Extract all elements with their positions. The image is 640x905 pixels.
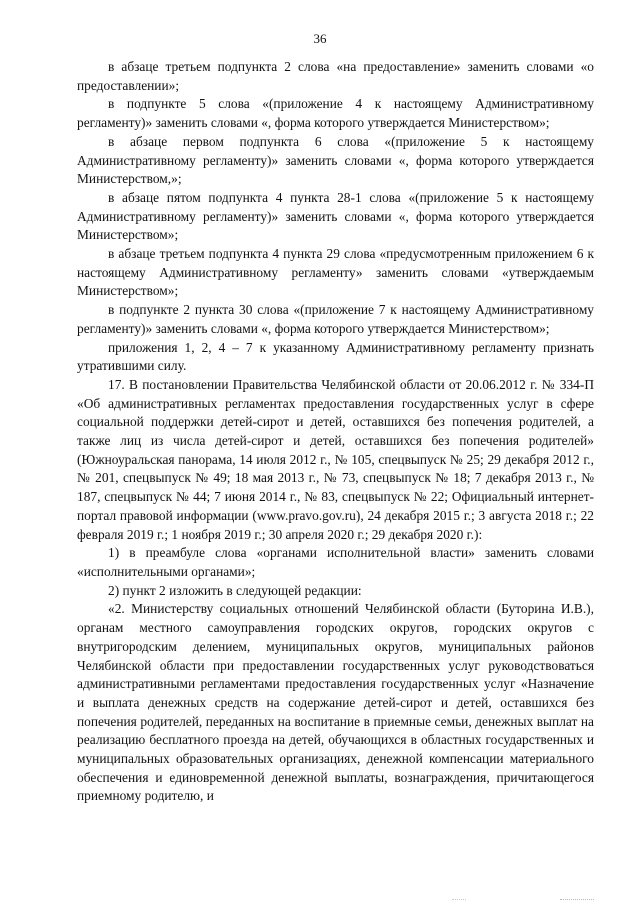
document-body xyxy=(77,58,594,806)
paragraph-point-2-heading: 2) пункт 2 изложить в следующей редакции: xyxy=(108,582,362,598)
scan-artifact xyxy=(452,899,466,902)
paragraph-item-17: 17. В постановлении Правительства Челябинской области от 20.06.2012 г. № 334-П «Об административных регламентах предоставления государственных услуг в сфере социальной поддержки детей-сирот и детей, оставшихся без попечения родителей, а также лиц из числа детей-сирот и детей, оставшихся без попечения родителей» (Южноуральская панорама, 14 июля 2012 г., № 105, спецвыпуск № 25; 29 декабря 2012 г., № 201, спецвыпуск № 49; 18 мая 2013 г., № 73, спецвыпуск № 18; 7 декабря 2013 г., № 187, спецвыпуск № 44; 7 июня 2014 г., № 83, спецвыпуск № 22; Официальный интернет-портал правовой информации (www.pravo.gov.ru), 24 декабря 2015 г.; 3 августа 2018 г.; 22 февраля 2019 г.; 1 ноября 2019 г.; 30 апреля 2020 г.; 29 декабря 2020 г.): xyxy=(77,376,594,542)
paragraph-point-2-new-text: «2. Министерству социальных отношений Челябинской области (Буторина И.В.), органам местного самоуправления городских округов, городских округов с внутригородским делением, муниципальных округов, муниципальных районов Челябинской области при предоставлении государственных услуг руководствоваться административными регламентами предоставления государственных услуг «Назначение и выплата денежных средств на содержание детей-сирот и детей, оставшихся без попечения родителей, переданных на воспитание в приемные семьи, денежных выплат на реализацию бесплатного проезда на детей, обучающихся в областных государственных и муниципальных образовательных организациях, денежной компенсации материального обеспечения и единовременной денежной выплаты, вознаграждения, причитающегося приемному родителю, и xyxy=(77,601,594,804)
paragraph-amendment-subpoint-2: в абзаце третьем подпункта 2 слова «на предоставление» заменить словами «о предоставлении»; xyxy=(77,59,594,93)
paragraph-amendment-subpoint-5: в подпункте 5 слова «(приложение 4 к настоящему Административному регламенту)» заменить словами «, форма которого утверждается Министерством»; xyxy=(77,96,594,131)
paragraph-amendment-point-29: в абзаце третьем подпункта 4 пункта 29 слова «предусмотренным приложением 6 к настоящему Административному регламенту» заменить словами «утверждаемым Министерством»; xyxy=(77,246,594,299)
paragraph-appendices-repeal: приложения 1, 2, 4 – 7 к указанному Административному регламенту признать утратившими силу. xyxy=(77,339,594,374)
scan-artifact xyxy=(560,899,594,903)
paragraph-amendment-subpoint-6: в абзаце первом подпункта 6 слова «(приложение 5 к настоящему Административному регламенту)» заменить словами «, форма которого утверждается Министерством,»; xyxy=(77,133,594,187)
paragraph-amendment-point-28-1: в абзаце пятом подпункта 4 пункта 28-1 слова «(приложение 5 к настоящему Административному регламенту)» заменить словами «, форма которого утверждается Министерством»; xyxy=(77,189,594,243)
paragraph-preamble-change: 1) в преамбуле слова «органами исполнительной власти» заменить словами «исполнительными органами»; xyxy=(77,545,594,579)
page-number: 36 xyxy=(313,31,327,46)
paragraph-amendment-point-30: в подпункте 2 пункта 30 слова «(приложение 7 к настоящему Административному регламенту)» заменить словами «, форма которого утверждается Министерством»; xyxy=(77,302,594,336)
